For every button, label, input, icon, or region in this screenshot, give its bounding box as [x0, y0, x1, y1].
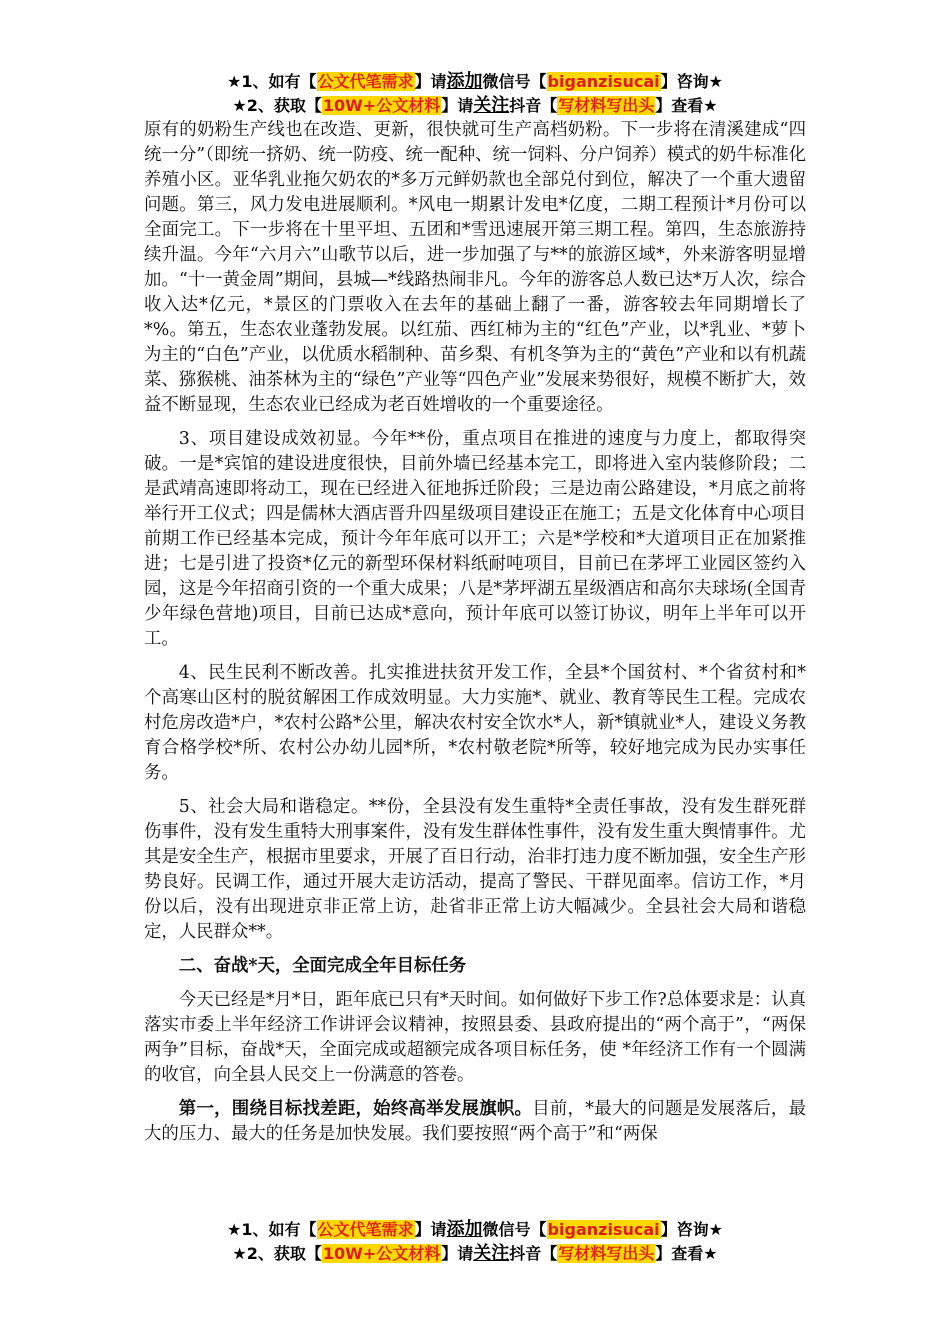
highlight-douyin-account-bottom: 写材料写出头: [558, 1244, 655, 1263]
document-body: [144, 118, 806, 1156]
paragraph-first-point: [144, 1097, 806, 1147]
highlight-wechat-id: biganzisucai: [547, 72, 660, 91]
paragraph-continuation: 原有的奶粉生产线也在改造、更新，很快就可生产高档奶粉。下一步将在清溪建成“四统一分”（即统一挤奶、统一防疫、统一配种、统一饲料、分户饲养）模式的奶牛标准化养殖小区。亚华乳业拖欠奶农的*多万元鲜奶款也全部兑付到位，解决了一个重大遗留问题。第三，风力发电进展顺利。*风电一期累计发电*亿度，二期工程预计*月份可以全面完工。下一步将在十里平坦、五团和*雪迅速展开第三期工程。第四，生态旅游持续升温。今年“六月六”山歌节以后，进一步加强了与**的旅游区域*，外来游客明显增加。“十一黄金周”期间，县城—*线路热闹非凡。今年的游客总人数已达*万人次，综合收入达*亿元，*景区的门票收入在去年的基础上翻了一番，游客较去年同期增长了*%。第五，生态农业蓬勃发展。以红茄、西红柿为主的“红色”产业，以*乳业、*萝卜为主的“白色”产业，以优质水稻制种、苗乡梨、有机冬笋为主的“黄色”产业和以有机蔬菜、猕猴桃、油茶林为主的“绿色”产业等“四色产业”发展来势很好，规模不断扩大，效益不断显现，生态农业已经成为老百姓增收的一个重要途径。: [144, 120, 806, 415]
underline-follow: 关注: [473, 95, 510, 116]
highlight-materials: 10W+公文材料: [322, 96, 441, 115]
paragraph-project-construction: 3、项目建设成效初显。今年**份，重点项目在推进的速度与力度上，都取得突破。一是*宾馆的建设进度很快，目前外墙已经基本完工，即将进入室内装修阶段；二是武靖高速即将动工，现在已经进入征地拆迁阶段；三是边南公路建设，*月底之前将举行开工仪式；四是儒林大酒店晋升四星级项目建设正在施工；五是文化体育中心项目前期工作已经基本完成，预计今年年底可以开工；六是*学校和*大道项目正在加紧推进；七是引进了投资*亿元的新型环保材料纸耐吨项目，目前已在茅坪工业园区签约入园，这是今年招商引资的一个重大成果；八是*茅坪湖五星级酒店和高尔夫球场(全国青少年绿色营地)项目，目前已达成*意向，预计年底可以签订协议，明年上半年可以开工。: [144, 429, 806, 649]
promo-line-1-bottom: ★1、如有【公文代笔需求】请添加微信号【biganzisucai】咨询★: [227, 1219, 723, 1240]
highlight-ghostwriting: 公文代笔需求: [317, 72, 414, 91]
highlight-ghostwriting-bottom: 公文代笔需求: [317, 1220, 414, 1239]
underline-add-bottom: 添加: [446, 1219, 483, 1240]
section-heading: 二、奋战*天，全面完成全年目标任务: [178, 956, 467, 976]
top-promo-banner: [0, 70, 950, 118]
promo-line-2-bottom: ★2、获取【10W+公文材料】请关注抖音【写材料写出头】查看★: [232, 1243, 718, 1264]
underline-follow-bottom: 关注: [473, 1243, 510, 1264]
paragraph-livelihood: 4、民生民利不断改善。扎实推进扶贫开发工作，全县*个国贫村、*个省贫村和*个高寒山区村的脱贫解困工作成效明显。大力实施*、就业、教育等民生工程。完成农村危房改造*户，*农村公路*公里，解决农村安全饮水*人，新*镇就业*人，建设义务教育合格学校*所、农村公办幼儿园*所，*农村敬老院*所等，较好地完成为民办实事任务。: [144, 663, 806, 783]
promo-line-1: ★1、如有【公文代笔需求】请添加微信号【biganzisucai】咨询★: [227, 71, 723, 92]
paragraph-overall-requirements: 今天已经是*月*日，距年底已只有*天时间。如何做好下步工作?总体要求是：认真落实市委上半年经济工作讲评会议精神，按照县委、县政府提出的“两个高于”，“两保两争”目标，奋战*天，全面完成或超额完成各项目标任务，使 *年经济工作有一个圆满的收官，向全县人民交上一份满意的答卷。: [144, 990, 806, 1085]
first-point-text: 目前，*最大的问题是发展落后，最大的压力、最大的任务是加快发展。我们要按照“两个高于”和“两保: [144, 1099, 806, 1144]
highlight-wechat-id-bottom: biganzisucai: [547, 1220, 660, 1239]
underline-add: 添加: [446, 71, 483, 92]
bottom-promo-banner: [0, 1218, 950, 1266]
highlight-materials-bottom: 10W+公文材料: [322, 1244, 441, 1263]
promo-line-2: ★2、获取【10W+公文材料】请关注抖音【写材料写出头】查看★: [232, 95, 718, 116]
paragraph-social-stability: 5、社会大局和谐稳定。**份，全县没有发生重特*全责任事故，没有发生群死群伤事件，没有发生重特大刑事案件，没有发生群体性事件，没有发生重大舆情事件。尤其是安全生产，根据市里要求，开展了百日行动，治非打违力度不断加强，安全生产形势良好。民调工作，通过开展大走访活动，提高了警民、干群见面率。信访工作，*月份以后，没有出现进京非正常上访，赴省非正常上访大幅减少。全县社会大局和谐稳定，人民群众**。: [144, 797, 806, 942]
highlight-douyin-account: 写材料写出头: [558, 96, 655, 115]
first-point-lead: 第一，围绕目标找差距，始终高举发展旗帜。: [178, 1099, 533, 1119]
